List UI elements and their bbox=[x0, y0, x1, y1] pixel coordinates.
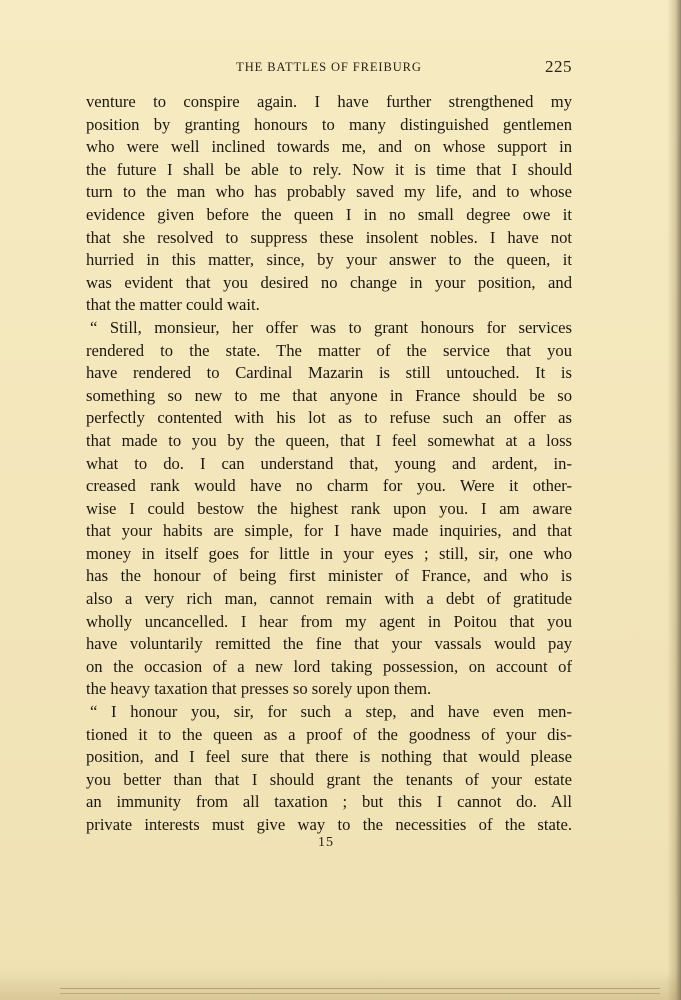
running-head bbox=[86, 57, 572, 77]
text-line: private interests must give way to the necessities of the state. bbox=[86, 815, 572, 834]
page-edge-shadow bbox=[667, 0, 681, 1000]
text-line: the future I shall be able to rely. Now it is time that I should bbox=[86, 159, 572, 179]
text-line: wise I could bestow the highest rank upon you. I am aware bbox=[86, 498, 572, 518]
body-text bbox=[86, 91, 572, 837]
text-line: what to do. I can understand that, young and ardent, in- bbox=[86, 453, 572, 473]
text-line: also a very rich man, cannot remain with a debt of gratitude bbox=[86, 589, 572, 609]
text-line: wholly uncancelled. I hear from my agent in Poitou that you bbox=[86, 611, 572, 631]
text-line: tioned it to the queen as a proof of the goodness of your dis- bbox=[86, 724, 572, 744]
text-line: “ I honour you, sir, for such a step, and have even men- bbox=[90, 702, 572, 722]
text-line: money in itself goes for little in your eyes ; still, sir, one who bbox=[86, 543, 572, 563]
text-line: that made to you by the queen, that I feel somewhat at a loss bbox=[86, 430, 572, 450]
text-line: rendered to the state. The matter of the service that you bbox=[86, 340, 572, 360]
text-line: hurried in this matter, since, by your answer to the queen, it bbox=[86, 250, 572, 270]
text-line: you better than that I should grant the tenants of your estate bbox=[86, 769, 572, 789]
text-line: was evident that you desired no change in your position, and bbox=[86, 272, 572, 292]
text-line: the heavy taxation that presses so sorely upon them. bbox=[86, 679, 432, 699]
text-line: position by granting honours to many distinguished gentlemen bbox=[86, 114, 572, 134]
text-line: that she resolved to suppress these insolent nobles. I have not bbox=[86, 227, 572, 247]
page-bottom-rule bbox=[60, 988, 660, 994]
text-line: who were well inclined towards me, and on whose support in bbox=[86, 137, 572, 157]
text-line: position, and I feel sure that there is nothing that would please bbox=[86, 747, 572, 767]
text-line: something so new to me that anyone in France should be so bbox=[86, 385, 572, 405]
text-line: venture to conspire again. I have further strengthened my bbox=[86, 92, 572, 111]
text-line: an immunity from all taxation ; but this I cannot do. All bbox=[86, 792, 572, 812]
running-title: THE BATTLES OF FREIBURG bbox=[236, 60, 422, 74]
page-bottom-shadow bbox=[0, 970, 681, 1000]
text-line: “ Still, monsieur, her offer was to grant honours for services bbox=[90, 317, 572, 337]
text-line: have voluntarily remitted the fine that your vassals would pay bbox=[86, 634, 572, 654]
text-line: creased rank would have no charm for you. Were it other- bbox=[86, 476, 572, 496]
text-line: on the occasion of a new lord taking possession, on account of bbox=[86, 656, 572, 676]
text-line: has the honour of being first minister of France, and who is bbox=[86, 566, 572, 586]
text-line: that your habits are simple, for I have made inquiries, and that bbox=[86, 521, 572, 541]
page-number: 225 bbox=[545, 57, 572, 76]
text-line: have rendered to Cardinal Mazarin is still untouched. It is bbox=[86, 363, 572, 383]
text-line: evidence given before the queen I in no small degree owe it bbox=[86, 204, 572, 224]
text-line: turn to the man who has probably saved my life, and to whose bbox=[86, 182, 572, 202]
text-line: perfectly contented with his lot as to refuse such an offer as bbox=[86, 408, 572, 428]
signature-mark: 15 bbox=[318, 835, 334, 850]
text-line: that the matter could wait. bbox=[86, 295, 260, 315]
